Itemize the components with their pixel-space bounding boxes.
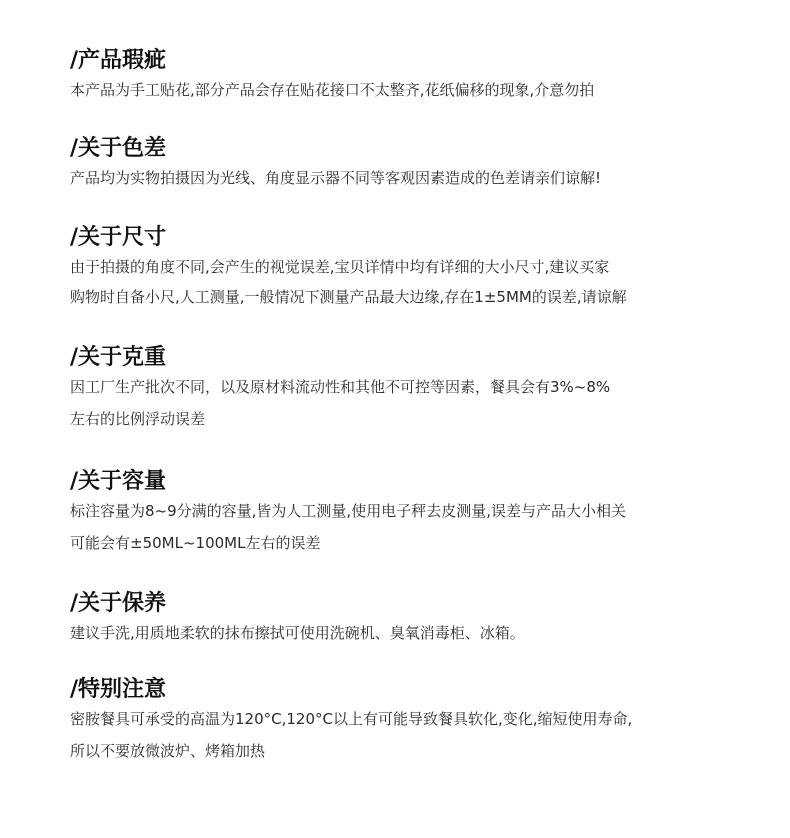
section-heading: /关于色差	[70, 136, 167, 161]
section-special-notice	[70, 675, 760, 761]
section-heading: /关于克重	[70, 345, 167, 370]
section-product-defects	[70, 46, 760, 100]
section-size	[70, 223, 760, 307]
section-text-line: 购物时自备小尺,人工测量,一般情况下测量产品最大边缘,存在1±5MM的误差,请谅解	[70, 288, 627, 306]
section-text-line: 密胺餐具可承受的高温为120°C,120°C以上有可能导致餐具软化,变化,缩短使用寿命,	[70, 710, 633, 728]
section-heading: /特别注意	[70, 677, 167, 702]
section-text-line: 本产品为手工贴花,部分产品会存在贴花接口不太整齐,花纸偏移的现象,介意勿拍	[70, 81, 595, 99]
section-heading: /关于容量	[70, 469, 167, 494]
section-weight	[70, 343, 760, 429]
section-heading: /关于尺寸	[70, 225, 167, 250]
section-text-line: 可能会有±50ML~100ML左右的误差	[70, 534, 321, 552]
section-color-difference	[70, 134, 760, 188]
section-text-line: 建议手洗,用质地柔软的抹布擦拭可使用洗碗机、臭氧消毒柜、冰箱。	[70, 624, 525, 642]
section-maintenance	[70, 589, 760, 643]
section-text-line: 产品均为实物拍摄因为光线、角度显示器不同等客观因素造成的色差请亲们谅解!	[70, 169, 602, 187]
section-heading: /关于保养	[70, 591, 167, 616]
section-text-line: 标注容量为8~9分满的容量,皆为人工测量,使用电子秤去皮测量,误差与产品大小相关	[70, 502, 626, 520]
section-text-line: 因工厂生产批次不同，以及原材料流动性和其他不可控等因素，餐具会有3%~8%	[70, 378, 611, 396]
section-text-line: 所以不要放微波炉、烤箱加热	[70, 742, 266, 760]
section-text-line: 由于拍摄的角度不同,会产生的视觉误差,宝贝详情中均有详细的大小尺寸,建议买家	[70, 258, 610, 276]
section-heading: /产品瑕疵	[70, 48, 167, 73]
section-capacity	[70, 467, 760, 553]
section-text-line: 左右的比例浮动误差	[70, 410, 206, 428]
